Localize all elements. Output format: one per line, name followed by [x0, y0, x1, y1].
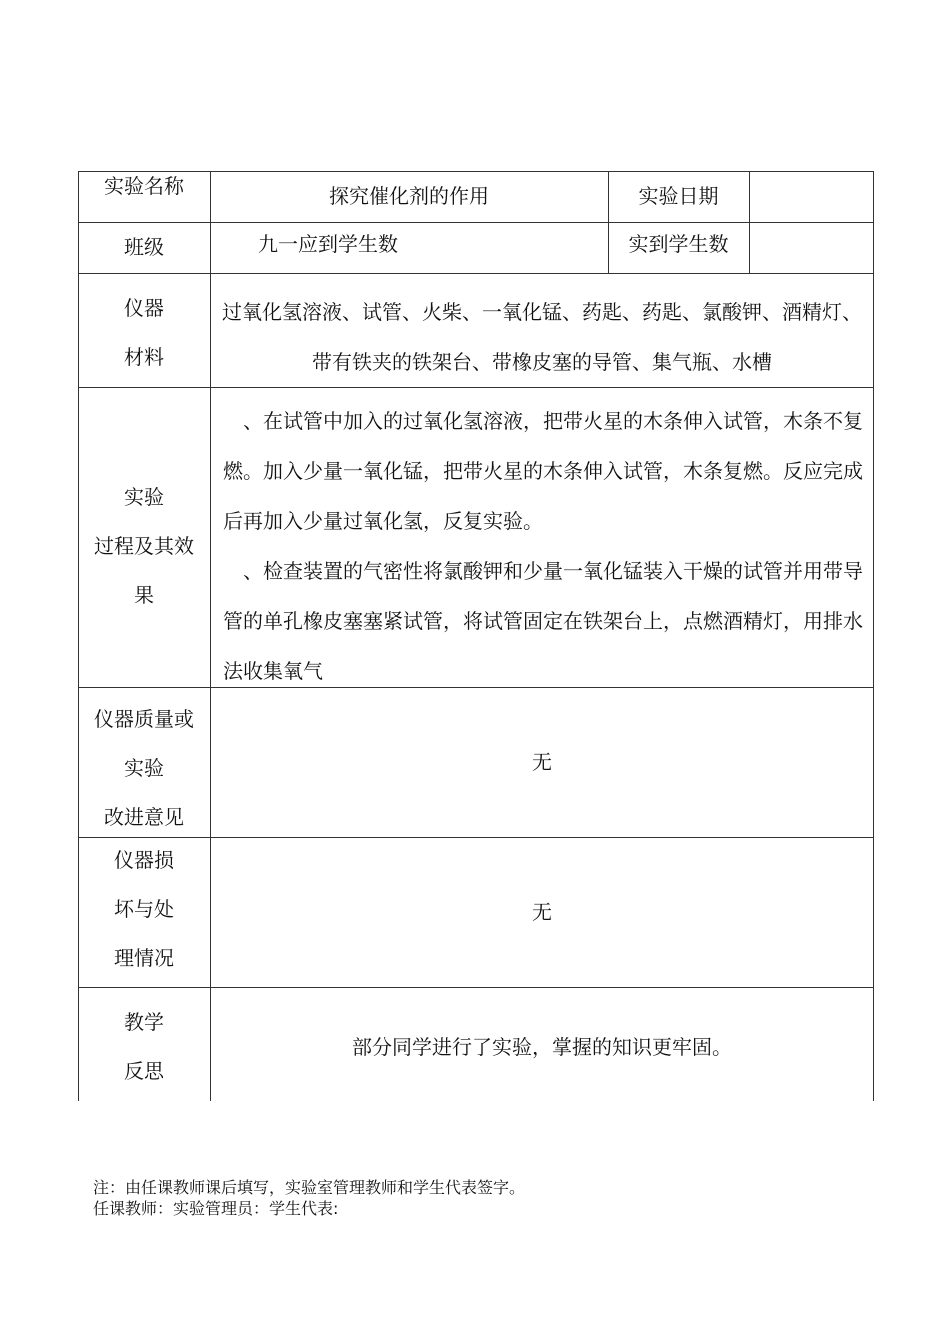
process-label-line: 过程及其效: [94, 533, 194, 558]
row-divider: [78, 987, 874, 988]
process-label-line: 实验: [124, 484, 164, 509]
process-paragraph-1: 、在试管中加入的过氧化氢溶液，把带火星的木条伸入试管，木条不复燃。加入少量一氧化锰，把带火星的木条伸入试管，木条复燃。反应完成后再加入少量过氧化氢，反复实验。: [223, 409, 863, 533]
damage-value: 无: [532, 899, 552, 924]
reflection-value: 部分同学进行了实验，掌握的知识更牢固。: [352, 1034, 732, 1059]
damage-label-line: 仪器损: [114, 848, 174, 872]
experiment-name-label: 实验名称: [104, 173, 184, 198]
damage-label: [78, 836, 210, 983]
damage-label-line: 理情况: [114, 946, 174, 970]
materials-label: [78, 283, 210, 383]
footnote: 注：由任课教师课后填写，实验室管理教师和学生代表签字。: [93, 1178, 526, 1197]
quality-label-line: 改进意见: [104, 805, 184, 829]
attendance-label: 实到学生数: [628, 232, 729, 256]
experiment-name-value: 探究催化剂的作用: [329, 184, 489, 208]
signature-line: 任课教师：实验管理员：学生代表:: [93, 1199, 339, 1218]
row-divider: [78, 387, 874, 388]
reflection-label: [78, 997, 210, 1097]
experiment-date-label: 实验日期: [638, 184, 719, 208]
materials-label-line: 材料: [124, 345, 164, 369]
process-label: [78, 471, 210, 621]
class-label: 班级: [124, 235, 164, 259]
materials-label-line: 仪器: [124, 296, 164, 320]
reflection-label-line: 反思: [124, 1059, 164, 1083]
process-paragraph-2: 、检查装置的气密性将氯酸钾和少量一氧化锰装入干燥的试管并用带导管的单孔橡皮塞塞紧试管，将试管固定在铁架台上，点燃酒精灯，用排水法收集氧气: [223, 559, 863, 683]
class-value: 九一应到学生数: [258, 232, 398, 256]
process-label-line: 果: [134, 582, 154, 607]
materials-value: 过氧化氢溶液、试管、火柴、一氧化锰、药匙、药匙、氯酸钾、酒精灯、带有铁夹的铁架台、带橡皮塞的导管、集气瓶、水槽: [222, 300, 862, 374]
quality-value: 无: [532, 749, 552, 774]
experiment-date-value: [749, 171, 873, 222]
attendance-value: [749, 222, 873, 273]
reflection-label-line: 教学: [124, 1010, 164, 1034]
damage-label-line: 坏与处: [114, 897, 174, 921]
row-divider: [78, 273, 874, 274]
quality-label: [78, 695, 210, 842]
quality-label-line: 仪器质量或: [94, 707, 194, 731]
quality-label-line: 实验: [124, 756, 164, 780]
